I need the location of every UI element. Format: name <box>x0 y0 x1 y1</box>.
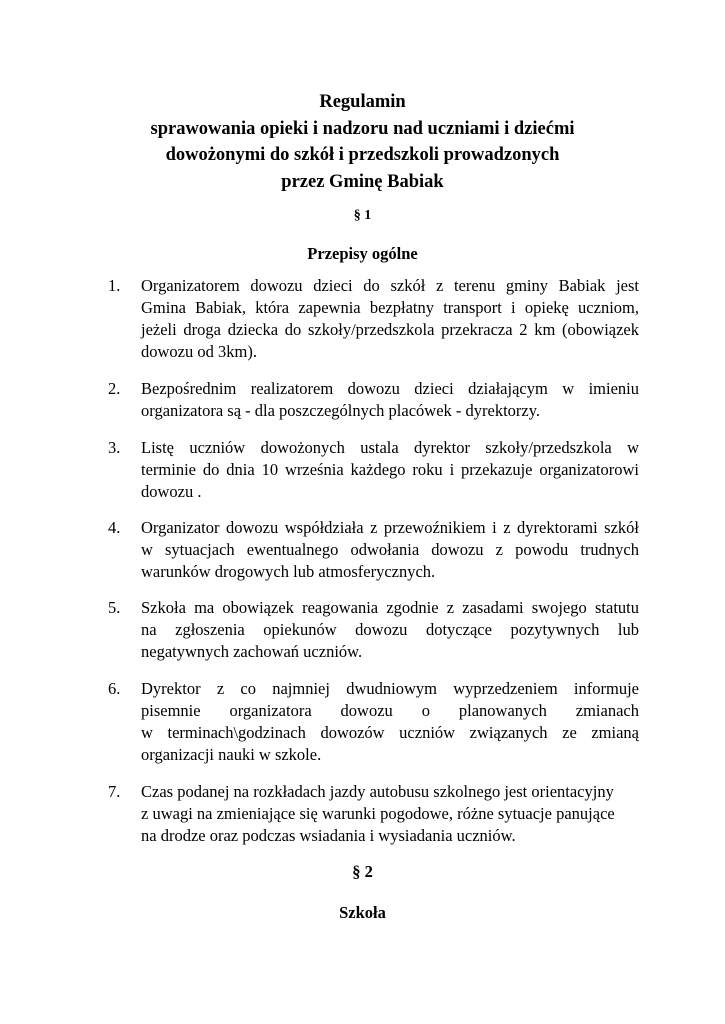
text-line: terminie do dnia 10 września każdego roku i przekazuje organizatorowi <box>141 460 639 479</box>
text-line: Gmina Babiak, która zapewnia bezpłatny transport i opiekę uczniom, <box>141 298 639 317</box>
list-item-number: 1. <box>108 276 121 295</box>
list-item-number: 6. <box>108 679 121 698</box>
list-item-number: 4. <box>108 518 121 537</box>
text-line: Bezpośrednim realizatorem dowozu dzieci działającym w imieniu <box>141 379 639 398</box>
list-item-text <box>141 678 639 766</box>
list-item-number: 2. <box>108 379 121 398</box>
text-line: Szkoła ma obowiązek reagowania zgodnie z zasadami swojego statutu <box>141 598 639 617</box>
section-heading: Przepisy ogólne <box>307 244 418 263</box>
text-line: w terminach\godzinach dowozów uczniów związanych ze zmianą <box>141 723 639 742</box>
text-line: Organizator dowozu współdziała z przewoźnikiem i z dyrektorami szkół <box>141 518 639 537</box>
text-line: organizacji nauki w szkole. <box>141 745 322 764</box>
text-line: z uwagi na zmieniające się warunki pogodowe, różne sytuacje panujące <box>141 804 615 823</box>
text-line: dowozu . <box>141 482 202 501</box>
text-line: na drodze oraz podczas wsiadania i wysiadania uczniów. <box>141 826 516 845</box>
title-line: przez Gminę Babiak <box>281 171 444 192</box>
text-line: negatywnych zachowań uczniów. <box>141 642 363 661</box>
document-title <box>0 89 725 195</box>
list-item-number: 5. <box>108 598 121 617</box>
list-item-number: 7. <box>108 782 121 801</box>
section-mark: § 1 <box>353 208 372 223</box>
title-line: dowożonymi do szkół i przedszkoli prowadzonych <box>165 145 560 165</box>
section-mark: § 2 <box>352 862 373 881</box>
title-line: sprawowania opieki i nadzoru nad uczniami i dziećmi <box>150 118 575 139</box>
text-line: na zgłoszenia opiekunów dowozu dotyczące pozytywnych lub <box>141 620 639 639</box>
text-line: dowozu od 3km). <box>141 342 257 361</box>
list-item-text <box>141 517 639 583</box>
list-item-text <box>141 781 641 847</box>
list-item-text <box>141 275 639 363</box>
text-line: Listę uczniów dowożonych ustala dyrektor szkoły/przedszkola w <box>141 438 639 457</box>
section-heading: Szkoła <box>339 903 386 922</box>
text-line: Organizatorem dowozu dzieci do szkół z terenu gminy Babiak jest <box>141 276 639 295</box>
list-item-number: 3. <box>108 438 121 457</box>
title-line: Regulamin <box>319 92 406 112</box>
text-line: pisemnie organizatora dowozu o planowanych zmianach <box>141 701 639 720</box>
list-item-text <box>141 437 639 503</box>
text-line: w sytuacjach ewentualnego odwołania dowozu z powodu trudnych <box>141 540 639 559</box>
list-item-text <box>141 378 639 422</box>
list-item-text <box>141 597 639 663</box>
text-line: Dyrektor z co najmniej dwudniowym wyprzedzeniem informuje <box>141 679 639 698</box>
text-line: organizatora są - dla poszczególnych placówek - dyrektorzy. <box>141 401 541 420</box>
text-line: Czas podanej na rozkładach jazdy autobusu szkolnego jest orientacyjny <box>141 782 614 801</box>
text-line: jeżeli droga dziecka do szkoły/przedszkola przekracza 2 km (obowiązek <box>141 320 639 339</box>
text-line: warunków drogowych lub atmosferycznych. <box>141 562 436 581</box>
